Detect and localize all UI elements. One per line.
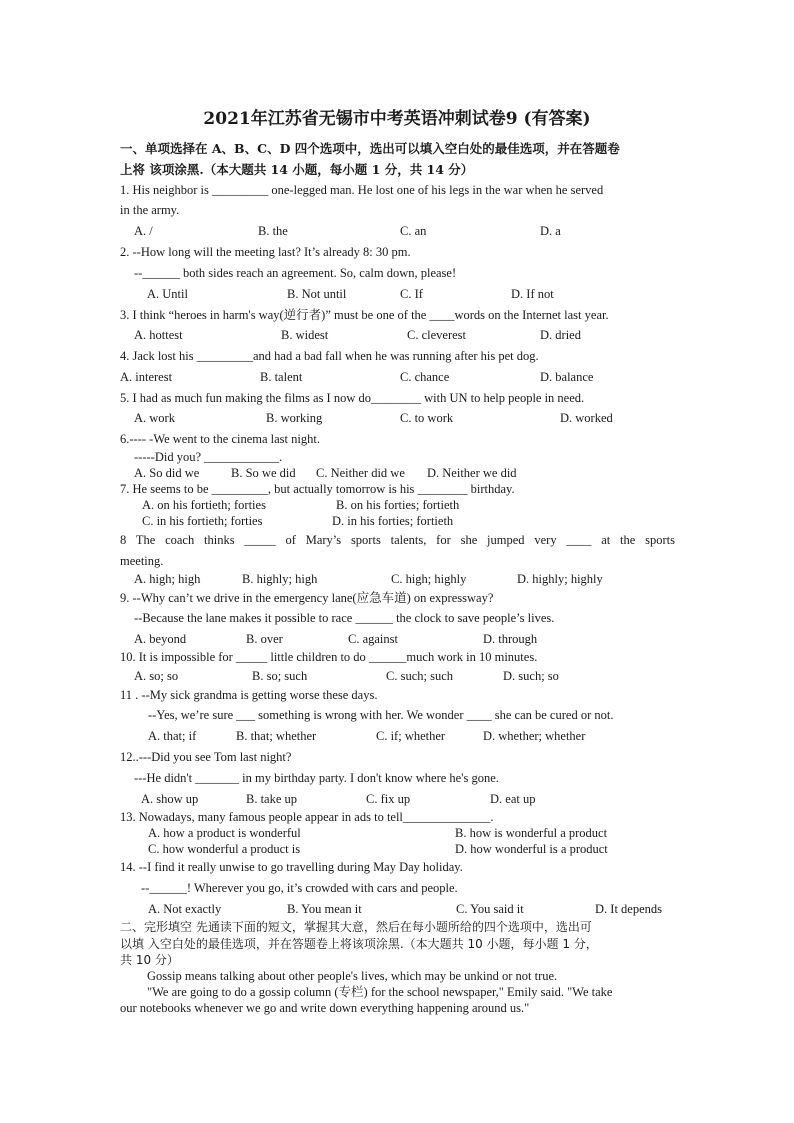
question-1-line-2: in the army.: [120, 203, 180, 217]
question-14-option-d[interactable]: D. It depends: [595, 902, 662, 916]
section1-heading-line1: 一、单项选择在 A、B、C、D 四个选项中，选出可以填入空白处的最佳选项，并在答题卷: [120, 141, 620, 156]
question-11-option-d[interactable]: D. whether; whether: [483, 729, 586, 743]
question-14-line-1: 14. --I find it really unwise to go travelling during May Day holiday.: [120, 860, 463, 874]
question-4-line-1: 4. Jack lost his _________and had a bad fall when he was running after his pet dog.: [120, 349, 539, 363]
passage-line-3: our notebooks whenever we go and write down everything happening around us.": [120, 1001, 530, 1015]
question-1-line-1: 1. His neighbor is _________ one-legged man. He lost one of his legs in the war when he served: [120, 183, 604, 197]
question-12-option-a[interactable]: A. show up: [141, 792, 199, 806]
question-3-option-a[interactable]: A. hottest: [134, 328, 183, 342]
question-6-option-b[interactable]: B. So we did: [231, 466, 296, 480]
question-7-option-a[interactable]: A. on his fortieth; forties: [142, 498, 266, 512]
question-12-option-b[interactable]: B. take up: [246, 792, 298, 806]
question-6-option-c[interactable]: C. Neither did we: [316, 466, 405, 480]
question-2-option-c[interactable]: C. If: [400, 287, 423, 301]
question-8-line-1: 8 The coach thinks _____ of Mary’s sports talents, for she jumped very ____ at the sports: [120, 533, 675, 547]
question-12-line-2: ---He didn't _______ in my birthday party. I don't know where he's gone.: [134, 771, 499, 785]
question-11-option-b[interactable]: B. that; whether: [236, 729, 317, 743]
question-4-option-a[interactable]: A. interest: [120, 370, 173, 384]
question-13-option-b[interactable]: B. how is wonderful a product: [455, 826, 608, 840]
question-2-line-1: 2. --How long will the meeting last? It’s already 8: 30 pm.: [120, 245, 411, 259]
question-10-option-c[interactable]: C. such; such: [386, 669, 454, 683]
question-14-option-c[interactable]: C. You said it: [456, 902, 524, 916]
question-1-option-d[interactable]: D. a: [540, 224, 561, 238]
question-12-line-1: 12..---Did you see Tom last night?: [120, 750, 292, 764]
section1-heading-line2: 上将 该项涂黑.（本大题共 14 小题，每小题 1 分，共 14 分）: [120, 162, 474, 177]
question-7-option-c[interactable]: C. in his fortieth; forties: [142, 514, 263, 528]
question-3-option-c[interactable]: C. cleverest: [407, 328, 467, 342]
question-13-option-a[interactable]: A. how a product is wonderful: [148, 826, 301, 840]
question-11-line-1: 11 . --My sick grandma is getting worse these days.: [120, 688, 378, 702]
question-11-option-a[interactable]: A. that; if: [148, 729, 197, 743]
question-14-line-2: --______! Wherever you go, it’s crowded with cars and people.: [141, 881, 458, 895]
page-title: 2021年江苏省无锡市中考英语冲刺试卷9 (有答案): [203, 109, 591, 129]
question-13-option-d[interactable]: D. how wonderful is a product: [455, 842, 608, 856]
question-7-option-d[interactable]: D. in his forties; fortieth: [332, 514, 454, 528]
question-7-line-1: 7. He seems to be _________, but actually tomorrow is his ________ birthday.: [120, 482, 515, 496]
question-11-option-c[interactable]: C. if; whether: [376, 729, 446, 743]
section2-heading-line2: 以填 入空白处的最佳选项，并在答题卷上将该项涂黑.（本大题共 10 小题，每小题 1 分，: [120, 937, 598, 951]
question-5-option-d[interactable]: D. worked: [560, 411, 613, 425]
question-8-option-d[interactable]: D. highly; highly: [517, 572, 603, 586]
question-2-line-2: --______ both sides reach an agreement. So, calm down, please!: [134, 266, 457, 280]
question-2-option-b[interactable]: B. Not until: [287, 287, 347, 301]
section2-heading-line3: 共 10 分）: [120, 953, 179, 967]
question-5-option-c[interactable]: C. to work: [400, 411, 454, 425]
passage-line-1: Gossip means talking about other people's lives, which may be unkind or not true.: [147, 969, 558, 983]
question-10-option-a[interactable]: A. so; so: [134, 669, 179, 683]
question-1-option-a[interactable]: A. /: [134, 224, 153, 238]
question-4-option-b[interactable]: B. talent: [260, 370, 303, 384]
question-2-option-d[interactable]: D. If not: [511, 287, 554, 301]
question-5-option-b[interactable]: B. working: [266, 411, 323, 425]
question-13-line-1: 13. Nowadays, many famous people appear in ads to tell______________.: [120, 810, 494, 824]
question-10-option-b[interactable]: B. so; such: [252, 669, 308, 683]
question-9-option-b[interactable]: B. over: [246, 632, 283, 646]
question-9-line-1: 9. --Why can’t we drive in the emergency lane(应急车道) on expressway?: [120, 591, 494, 605]
question-6-option-a[interactable]: A. So did we: [134, 466, 200, 480]
section2-heading-line1: 二、完形填空 先通读下面的短文，掌握其大意，然后在每小题所给的四个选项中，选出可: [120, 920, 592, 934]
question-7-option-b[interactable]: B. on his forties; fortieth: [336, 498, 460, 512]
question-12-option-c[interactable]: C. fix up: [366, 792, 411, 806]
question-4-option-d[interactable]: D. balance: [540, 370, 594, 384]
question-6-line-2: -----Did you? ____________.: [134, 450, 283, 464]
question-9-option-a[interactable]: A. beyond: [134, 632, 187, 646]
question-3-option-d[interactable]: D. dried: [540, 328, 581, 342]
passage-line-2: "We are going to do a gossip column (专栏) for the school newspaper," Emily said. "We take: [147, 985, 613, 999]
question-14-option-b[interactable]: B. You mean it: [287, 902, 362, 916]
question-9-option-c[interactable]: C. against: [348, 632, 398, 646]
question-8-line-2: meeting.: [120, 554, 164, 568]
question-13-option-c[interactable]: C. how wonderful a product is: [148, 842, 301, 856]
question-9-line-2: --Because the lane makes it possible to race ______ the clock to save people’s lives.: [134, 611, 555, 625]
question-3-option-b[interactable]: B. widest: [281, 328, 329, 342]
question-1-option-b[interactable]: B. the: [258, 224, 288, 238]
question-10-line-1: 10. It is impossible for _____ little children to do ______much work in 10 minutes.: [120, 650, 538, 664]
question-10-option-d[interactable]: D. such; so: [503, 669, 559, 683]
question-3-line-1: 3. I think “heroes in harm's way(逆行者)” must be one of the ____words on the Internet last year.: [120, 308, 609, 322]
question-9-option-d[interactable]: D. through: [483, 632, 538, 646]
question-5-option-a[interactable]: A. work: [134, 411, 175, 425]
question-5-line-1: 5. I had as much fun making the films as I now do________ with UN to help people in need.: [120, 391, 585, 405]
question-12-option-d[interactable]: D. eat up: [490, 792, 536, 806]
question-6-line-1: 6.---- -We went to the cinema last night.: [120, 432, 320, 446]
question-1-option-c[interactable]: C. an: [400, 224, 427, 238]
question-4-option-c[interactable]: C. chance: [400, 370, 450, 384]
question-8-option-c[interactable]: C. high; highly: [391, 572, 467, 586]
question-6-option-d[interactable]: D. Neither we did: [427, 466, 517, 480]
question-11-line-2: --Yes, we’re sure ___ something is wrong with her. We wonder ____ she can be cured or not.: [148, 708, 614, 722]
question-8-option-a[interactable]: A. high; high: [134, 572, 201, 586]
question-2-option-a[interactable]: A. Until: [147, 287, 188, 301]
question-14-option-a[interactable]: A. Not exactly: [148, 902, 222, 916]
question-8-option-b[interactable]: B. highly; high: [242, 572, 318, 586]
